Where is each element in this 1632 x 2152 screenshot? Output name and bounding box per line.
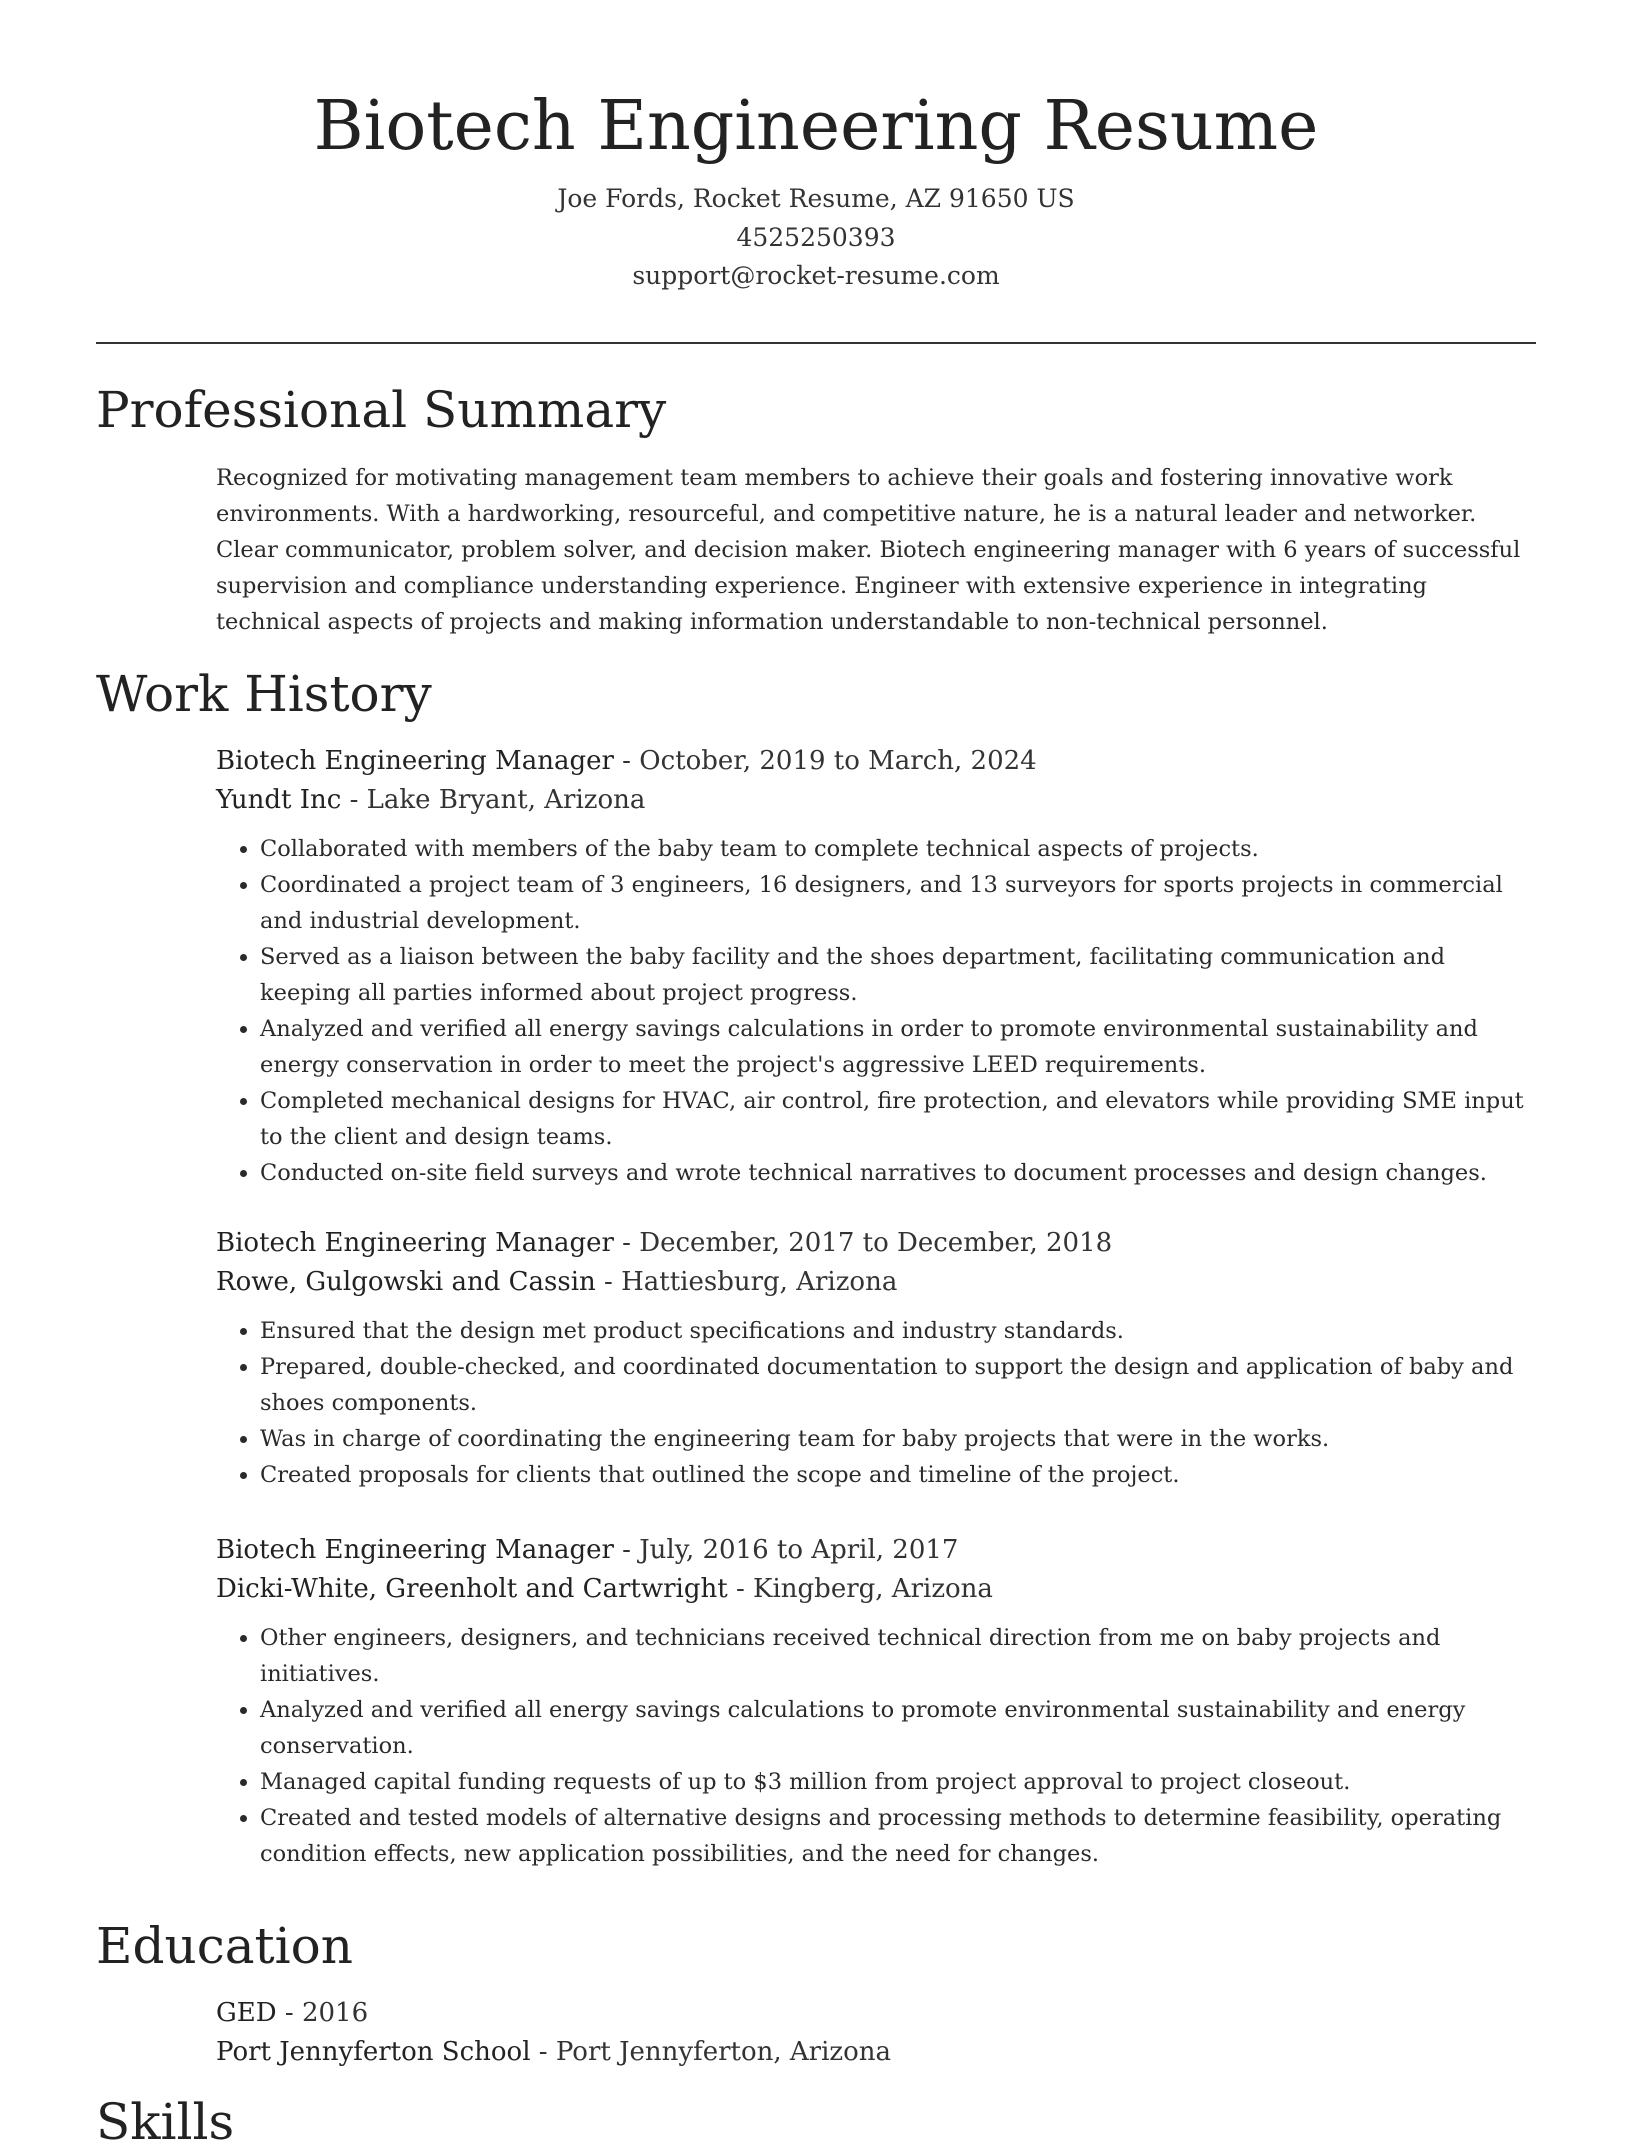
job-role: Biotech Engineering Manager (216, 1535, 614, 1565)
job-bullet: • Coordinated a project team of 3 engineers, 16 designers, and 13 surveyors for sports projects in commercial and industrial development. (260, 867, 1536, 939)
summary-text: Recognized for motivating management team members to achieve their goals and fostering innovative work environments. With a hardworking, resourceful, and competitive nature, he is a natural leader and networker. Clear communicator, problem solver, and decision maker. Biotech engineering manager with 6 years of successful supervision and compliance understanding experience. Engineer with extensive experience in integrating technical aspects of projects and making information understandable to non-technical personnel. (216, 465, 1521, 635)
job-dates: October, 2019 to March, 2024 (639, 746, 1037, 776)
education-year: 2016 (301, 1998, 369, 2028)
education-degree: GED (216, 1998, 277, 2028)
job-role: Biotech Engineering Manager (216, 1228, 614, 1258)
resume-header (96, 84, 1536, 296)
job-bullet: • Created and tested models of alternative designs and processing methods to determine feasibility, operating condition effects, new application possibilities, and the need for changes. (260, 1800, 1536, 1872)
job-bullets (216, 1620, 1536, 1872)
job-dates: December, 2017 to December, 2018 (639, 1228, 1113, 1258)
job-company: Rowe, Gulgowski and Cassin (216, 1266, 596, 1297)
job-bullet: • Collaborated with members of the baby team to complete technical aspects of projects. (260, 831, 1536, 867)
job-entry (216, 1531, 1536, 1872)
contact-email: support@rocket-resume.com (632, 261, 1000, 290)
separator: - (613, 1535, 640, 1565)
education-location: Port Jennyferton, Arizona (555, 2036, 891, 2067)
job-bullet: • Was in charge of coordinating the engineering team for baby projects that were in the works. (260, 1421, 1536, 1457)
header-divider (96, 342, 1536, 344)
separator: - (727, 1573, 754, 1604)
job-bullet: • Completed mechanical designs for HVAC, air control, fire protection, and elevators while providing SME input to the client and design teams. (260, 1083, 1536, 1155)
job-location: Kingberg, Arizona (753, 1573, 993, 1604)
job-bullet: • Conducted on-site field surveys and wrote technical narratives to document processes and design changes. (260, 1155, 1536, 1191)
separator: - (276, 1998, 302, 2028)
education-degree-line (216, 1994, 1536, 2033)
contact-block (96, 180, 1536, 296)
job-bullet: • Served as a liaison between the baby facility and the shoes department, facilitating communication and keeping all parties informed about project progress. (260, 939, 1536, 1011)
job-bullet: • Prepared, double-checked, and coordinated documentation to support the design and application of baby and shoes components. (260, 1349, 1536, 1421)
job-title-line (216, 1531, 1536, 1570)
summary-block (216, 460, 1536, 640)
resume-title: Biotech Engineering Resume (313, 87, 1319, 166)
education-school: Port Jennyferton School (216, 2036, 531, 2067)
section-title-skills: Skills (96, 2093, 235, 2151)
job-bullet: • Created proposals for clients that outlined the scope and timeline of the project. (260, 1457, 1536, 1493)
job-dates: July, 2016 to April, 2017 (639, 1535, 959, 1565)
separator: - (341, 784, 367, 815)
contact-phone: 4525250393 (736, 222, 896, 252)
job-location: Lake Bryant, Arizona (366, 784, 646, 815)
separator: - (530, 2036, 556, 2067)
job-bullet: • Managed capital funding requests of up to $3 million from project approval to project closeout. (260, 1764, 1536, 1800)
job-bullet: • Other engineers, designers, and technicians received technical direction from me on baby projects and initiatives. (260, 1620, 1536, 1692)
job-entry (216, 1224, 1536, 1493)
job-bullet: • Analyzed and verified all energy savings calculations in order to promote environmental sustainability and energy conservation in order to meet the project's aggressive LEED requirements. (260, 1011, 1536, 1083)
job-role: Biotech Engineering Manager (216, 746, 614, 776)
job-company-line (216, 1263, 1536, 1302)
separator: - (613, 746, 640, 776)
contact-address: Joe Fords, Rocket Resume, AZ 91650 US (557, 184, 1075, 213)
section-title-summary: Professional Summary (96, 381, 667, 439)
education-entry (216, 1994, 1536, 2071)
job-location: Hattiesburg, Arizona (621, 1266, 898, 1297)
job-bullet: • Analyzed and verified all energy savings calculations to promote environmental sustainability and energy conservation. (260, 1692, 1536, 1764)
separator: - (613, 1228, 640, 1258)
job-bullets (216, 1313, 1536, 1493)
job-entry (216, 742, 1536, 1191)
job-company-line (216, 1570, 1536, 1609)
education-school-line (216, 2033, 1536, 2072)
job-bullets (216, 831, 1536, 1191)
job-title-line (216, 1224, 1536, 1263)
section-title-education: Education (96, 1917, 353, 1975)
job-company: Dicki-White, Greenholt and Cartwright (216, 1573, 728, 1604)
job-title-line (216, 742, 1536, 781)
separator: - (595, 1266, 622, 1297)
job-company: Yundt Inc (216, 784, 342, 815)
job-company-line (216, 781, 1536, 820)
section-title-work-history: Work History (96, 665, 432, 723)
job-bullet: • Ensured that the design met product specifications and industry standards. (260, 1313, 1536, 1349)
